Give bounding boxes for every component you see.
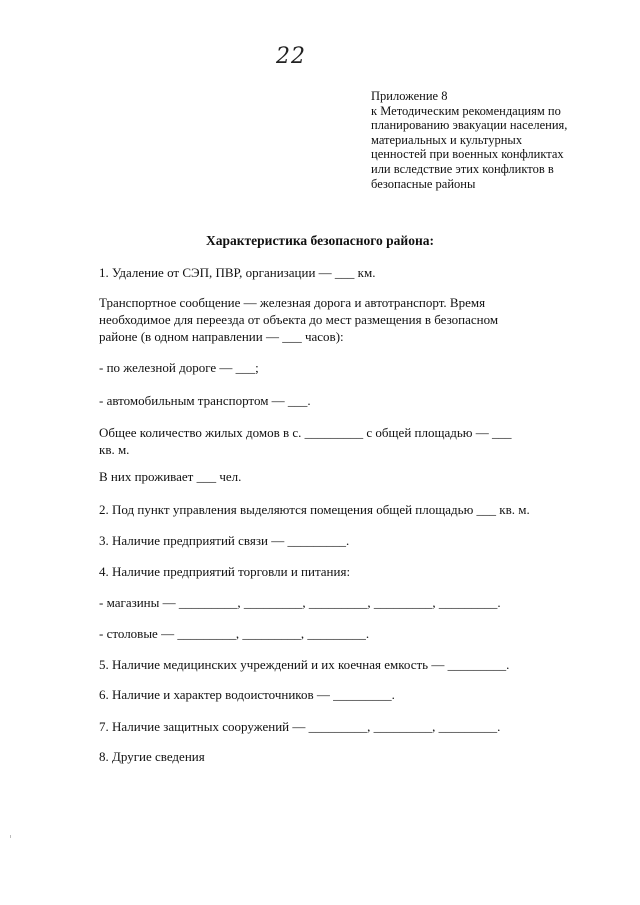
transport-paragraph-line-3: районе (в одном направлении — ___ часов): xyxy=(99,329,344,344)
item-5-medical: 5. Наличие медицинских учреждений и их коечная емкость — _________. xyxy=(99,657,510,672)
houses-line-2: кв. м. xyxy=(99,442,130,457)
item-6-water: 6. Наличие и характер водоисточников — _________. xyxy=(99,687,395,702)
rail-transport-line: - по железной дороге — ___; xyxy=(99,360,259,375)
appendix-line: или вследствие этих конфликтов в xyxy=(371,161,554,176)
houses-line-1: Общее количество жилых домов в с. _________ с общей площадью — ___ xyxy=(99,425,512,440)
auto-transport-line: - автомобильным транспортом — ___. xyxy=(99,393,311,408)
appendix-line: к Методическим рекомендациям по xyxy=(371,103,561,118)
appendix-line: материальных и культурных xyxy=(371,132,523,147)
appendix-line: Приложение 8 xyxy=(371,89,448,103)
transport-paragraph-line-1: Транспортное сообщение — железная дорога и автотранспорт. Время xyxy=(99,295,486,310)
appendix-reference xyxy=(371,89,611,191)
item-3-communications: 3. Наличие предприятий связи — _________. xyxy=(99,533,350,548)
document-title: Характеристика безопасного района: xyxy=(206,233,434,248)
scan-mark xyxy=(10,835,11,838)
handwritten-page-number: 22 xyxy=(276,44,306,69)
item-4-trade: 4. Наличие предприятий торговли и питания: xyxy=(99,564,351,579)
item-7-shelters: 7. Наличие защитных сооружений — _________, _________, _________. xyxy=(99,719,501,734)
item-8-other: 8. Другие сведения xyxy=(99,749,205,764)
appendix-line: ценностей при военных конфликтах xyxy=(371,147,564,162)
item-1-distance: 1. Удаление от СЭП, ПВР, организации — ___ км. xyxy=(99,265,376,280)
appendix-line: безопасные районы xyxy=(371,176,476,191)
appendix-line: планированию эвакуации населения, xyxy=(371,118,568,133)
shops-line: - магазины — _________, _________, _________, _________, _________. xyxy=(99,595,501,610)
item-2-control-point: 2. Под пункт управления выделяются помещения общей площадью ___ кв. м. xyxy=(99,502,530,517)
residents-line: В них проживает ___ чел. xyxy=(99,469,242,484)
transport-paragraph-line-2: необходимое для переезда от объекта до мест размещения в безопасном xyxy=(99,312,499,327)
canteens-line: - столовые — _________, _________, _________. xyxy=(99,626,370,641)
